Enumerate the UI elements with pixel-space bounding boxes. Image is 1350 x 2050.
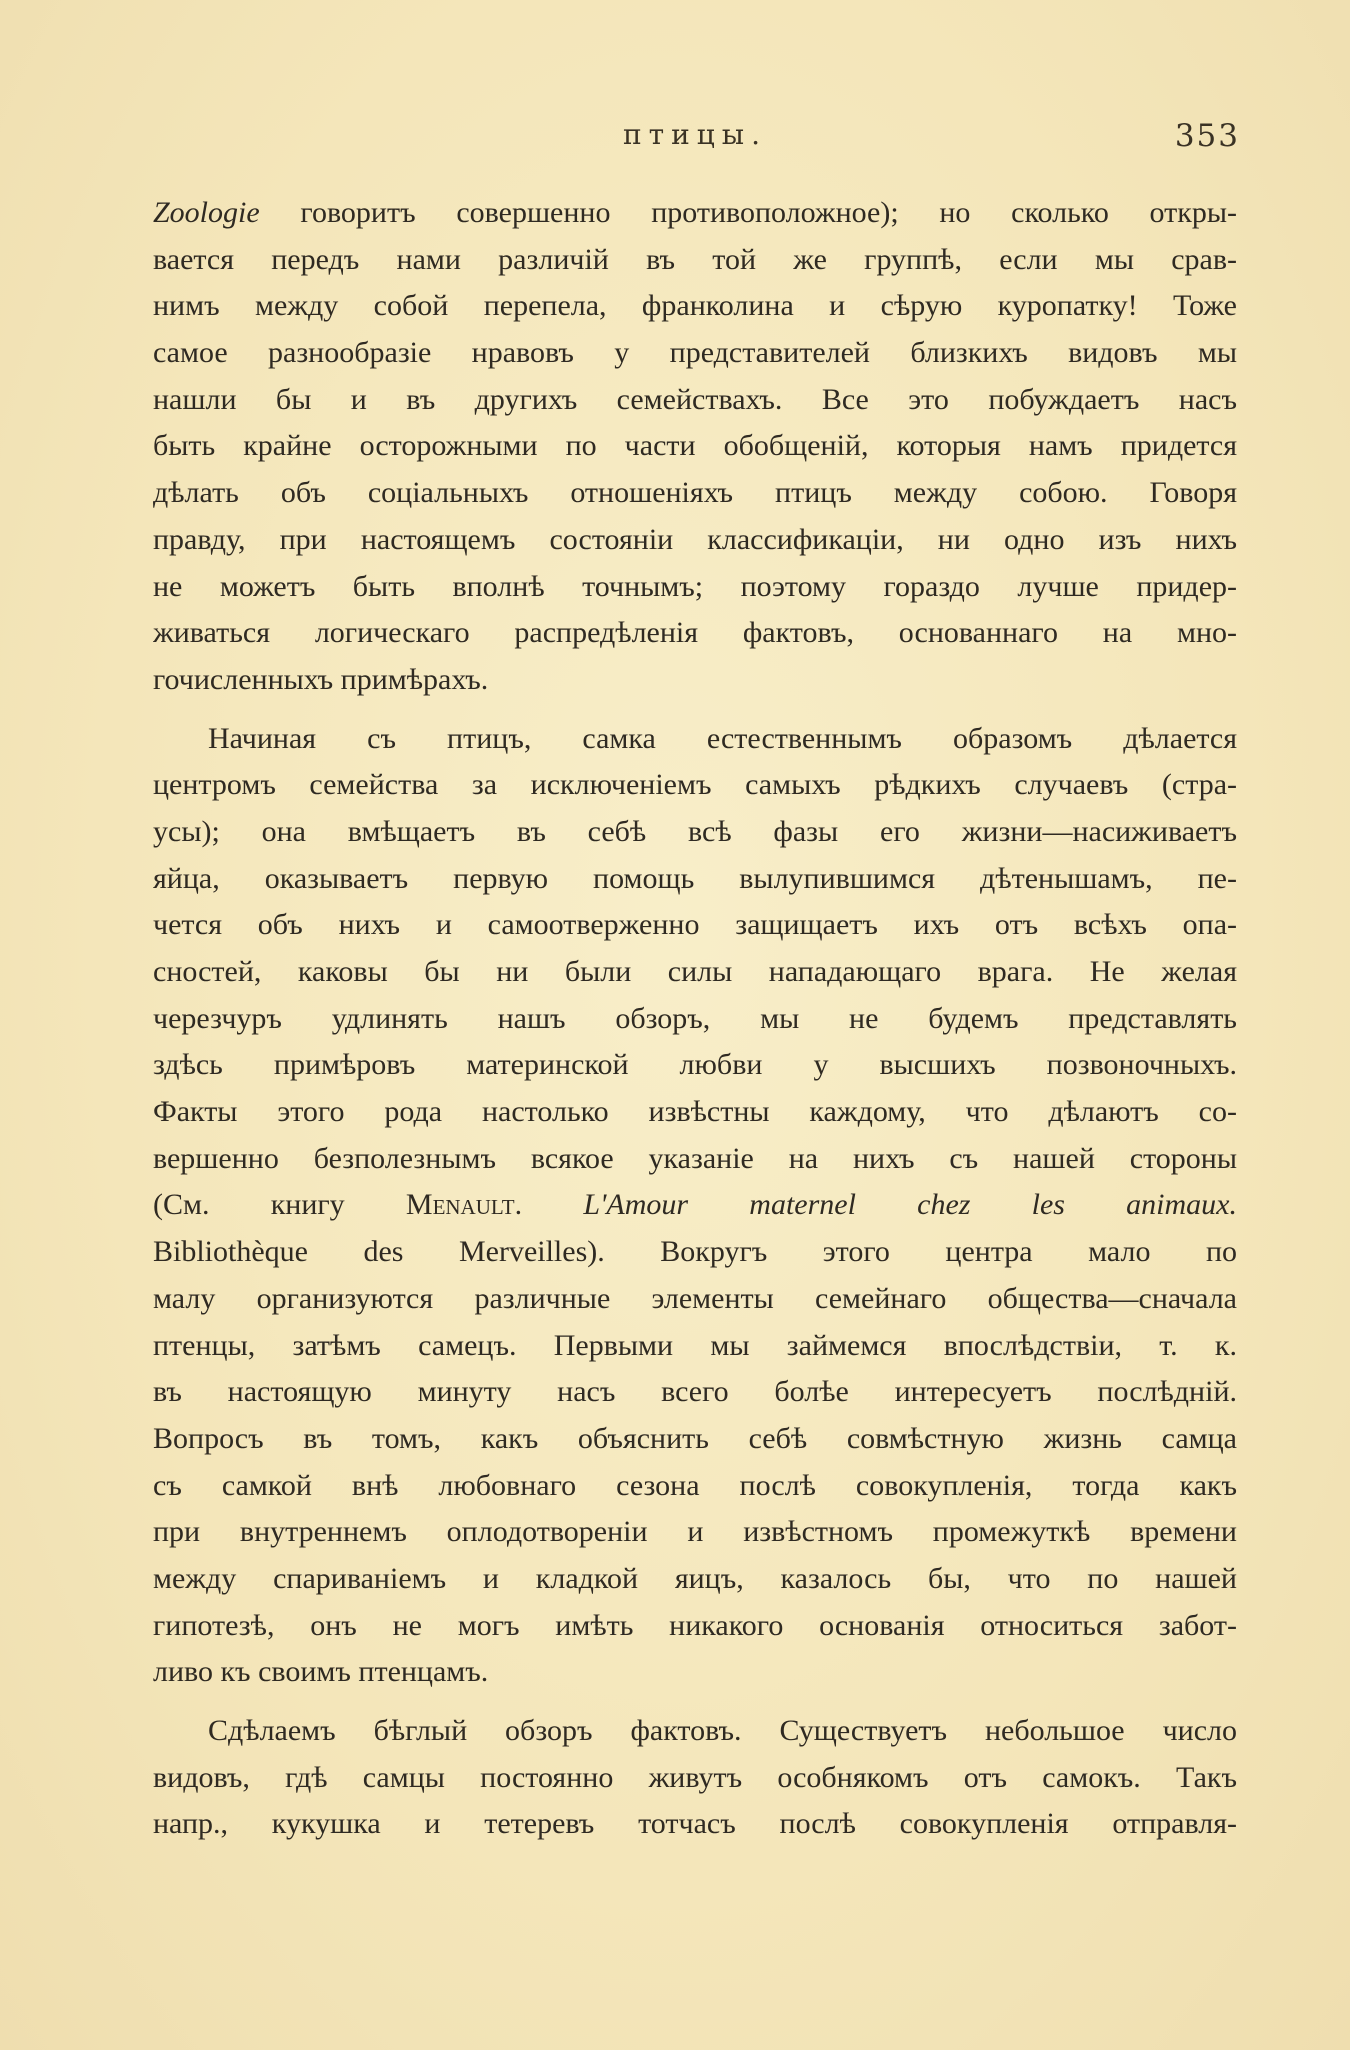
- text-line: здѣсь примѣровъ материнской любви у высшихъ позвоночныхъ.: [153, 1048, 1237, 1082]
- text-line: птенцы, затѣмъ самецъ. Первыми мы займемся впослѣдствіи, т. к.: [153, 1328, 1237, 1362]
- text-line: быть крайне осторожными по части обобщеній, которыя намъ придется: [153, 429, 1237, 463]
- text-line: вается передъ нами различій въ той же группѣ, если мы срав-: [153, 242, 1237, 276]
- text-line: малу организуются различные элементы семейнаго общества—сначала: [153, 1281, 1237, 1315]
- text-line: видовъ, гдѣ самцы постоянно живутъ особнякомъ отъ самокъ. Такъ: [153, 1760, 1237, 1794]
- text-line: гочисленныхъ примѣрахъ.: [153, 662, 489, 696]
- text-line: Вопросъ въ томъ, какъ объяснить себѣ совмѣстную жизнь самца: [153, 1421, 1237, 1455]
- paragraph-1: [153, 190, 1237, 704]
- text-line: нимъ между собой перепела, франколина и сѣрую куропатку! Тоже: [153, 289, 1237, 323]
- text-line: Bibliothèque des Merveilles). Вокругъ этого центра мало по: [153, 1235, 1237, 1269]
- text-line: вершенно безполезнымъ всякое указаніе на нихъ съ нашей стороны: [153, 1141, 1237, 1175]
- text-line: чется объ нихъ и самоотверженно защищаетъ ихъ отъ всѣхъ опа-: [153, 908, 1237, 942]
- text-line: живаться логическаго распредѣленія фактовъ, основаннаго на мно-: [153, 616, 1237, 650]
- text-line: Факты этого рода настолько извѣстны каждому, что дѣлаютъ со-: [153, 1095, 1237, 1129]
- book-title: L'Amour maternel chez les animaux.: [522, 1188, 1237, 1222]
- text-line: яйца, оказываетъ первую помощь вылупившимся дѣтенышамъ, пе-: [153, 861, 1237, 895]
- paragraph-3: [153, 1708, 1237, 1848]
- body-text: [153, 190, 1237, 1848]
- paragraph-2: [153, 716, 1237, 1696]
- author-name: Menault.: [405, 1188, 523, 1222]
- text-line: дѣлать объ соціальныхъ отношеніяхъ птицъ между собою. Говоря: [153, 476, 1237, 510]
- text-line: Начиная съ птицъ, самка естественнымъ образомъ дѣлается: [208, 721, 1237, 755]
- text-line: между спариваніемъ и кладкой яицъ, казалось бы, что по нашей: [153, 1561, 1237, 1595]
- text-line: черезчуръ удлинять нашъ обзоръ, мы не будемъ представлять: [153, 1001, 1237, 1035]
- text-line: сностей, каковы бы ни были силы нападающаго врага. Не желая: [153, 955, 1237, 988]
- text-line: Сдѣлаемъ бѣглый обзоръ фактовъ. Существуетъ небольшое число: [208, 1714, 1237, 1747]
- text-line: не можетъ быть вполнѣ точнымъ; поэтому гораздо лучше придер-: [153, 569, 1237, 603]
- text-line: съ самкой внѣ любовнаго сезона послѣ совокупленія, тогда какъ: [153, 1468, 1237, 1502]
- text-line: гипотезѣ, онъ не могъ имѣть никакого основанія относиться забот-: [153, 1608, 1237, 1642]
- text-line: (См. книгу Menault. L'Amour maternel chez les animaux.: [153, 1188, 1237, 1222]
- text-line: Zoologie говоритъ совершенно противоположное); но сколько откры-: [153, 196, 1237, 229]
- text-line: самое разнообразіе нравовъ у представителей близкихъ видовъ мы: [153, 336, 1237, 370]
- text-line: правду, при настоящемъ состояніи классификаціи, ни одно изъ нихъ: [153, 522, 1237, 556]
- text-line: центромъ семейства за исключеніемъ самыхъ рѣдкихъ случаевъ (стра-: [153, 768, 1237, 802]
- text-line: въ настоящую минуту насъ всего болѣе интересуетъ послѣдній.: [153, 1375, 1237, 1409]
- series-name: Bibliothèque des Merveilles: [153, 1235, 588, 1269]
- italic-term: Zoologie: [153, 196, 260, 229]
- page-number: 353: [1174, 118, 1240, 154]
- running-head: птицы.: [622, 118, 767, 151]
- text-line: нашли бы и въ другихъ семействахъ. Все это побуждаетъ насъ: [153, 382, 1237, 416]
- text-line: напр., кукушка и тетеревъ тотчасъ послѣ совокупленія отправля-: [153, 1807, 1237, 1841]
- page-header: [150, 118, 1240, 158]
- text-line: ливо къ своимъ птенцамъ.: [153, 1655, 489, 1689]
- text-line: при внутреннемъ оплодотвореніи и извѣстномъ промежуткѣ времени: [153, 1515, 1237, 1549]
- text-line: усы); она вмѣщаетъ въ себѣ всѣ фазы его жизни—насиживаетъ: [153, 814, 1237, 848]
